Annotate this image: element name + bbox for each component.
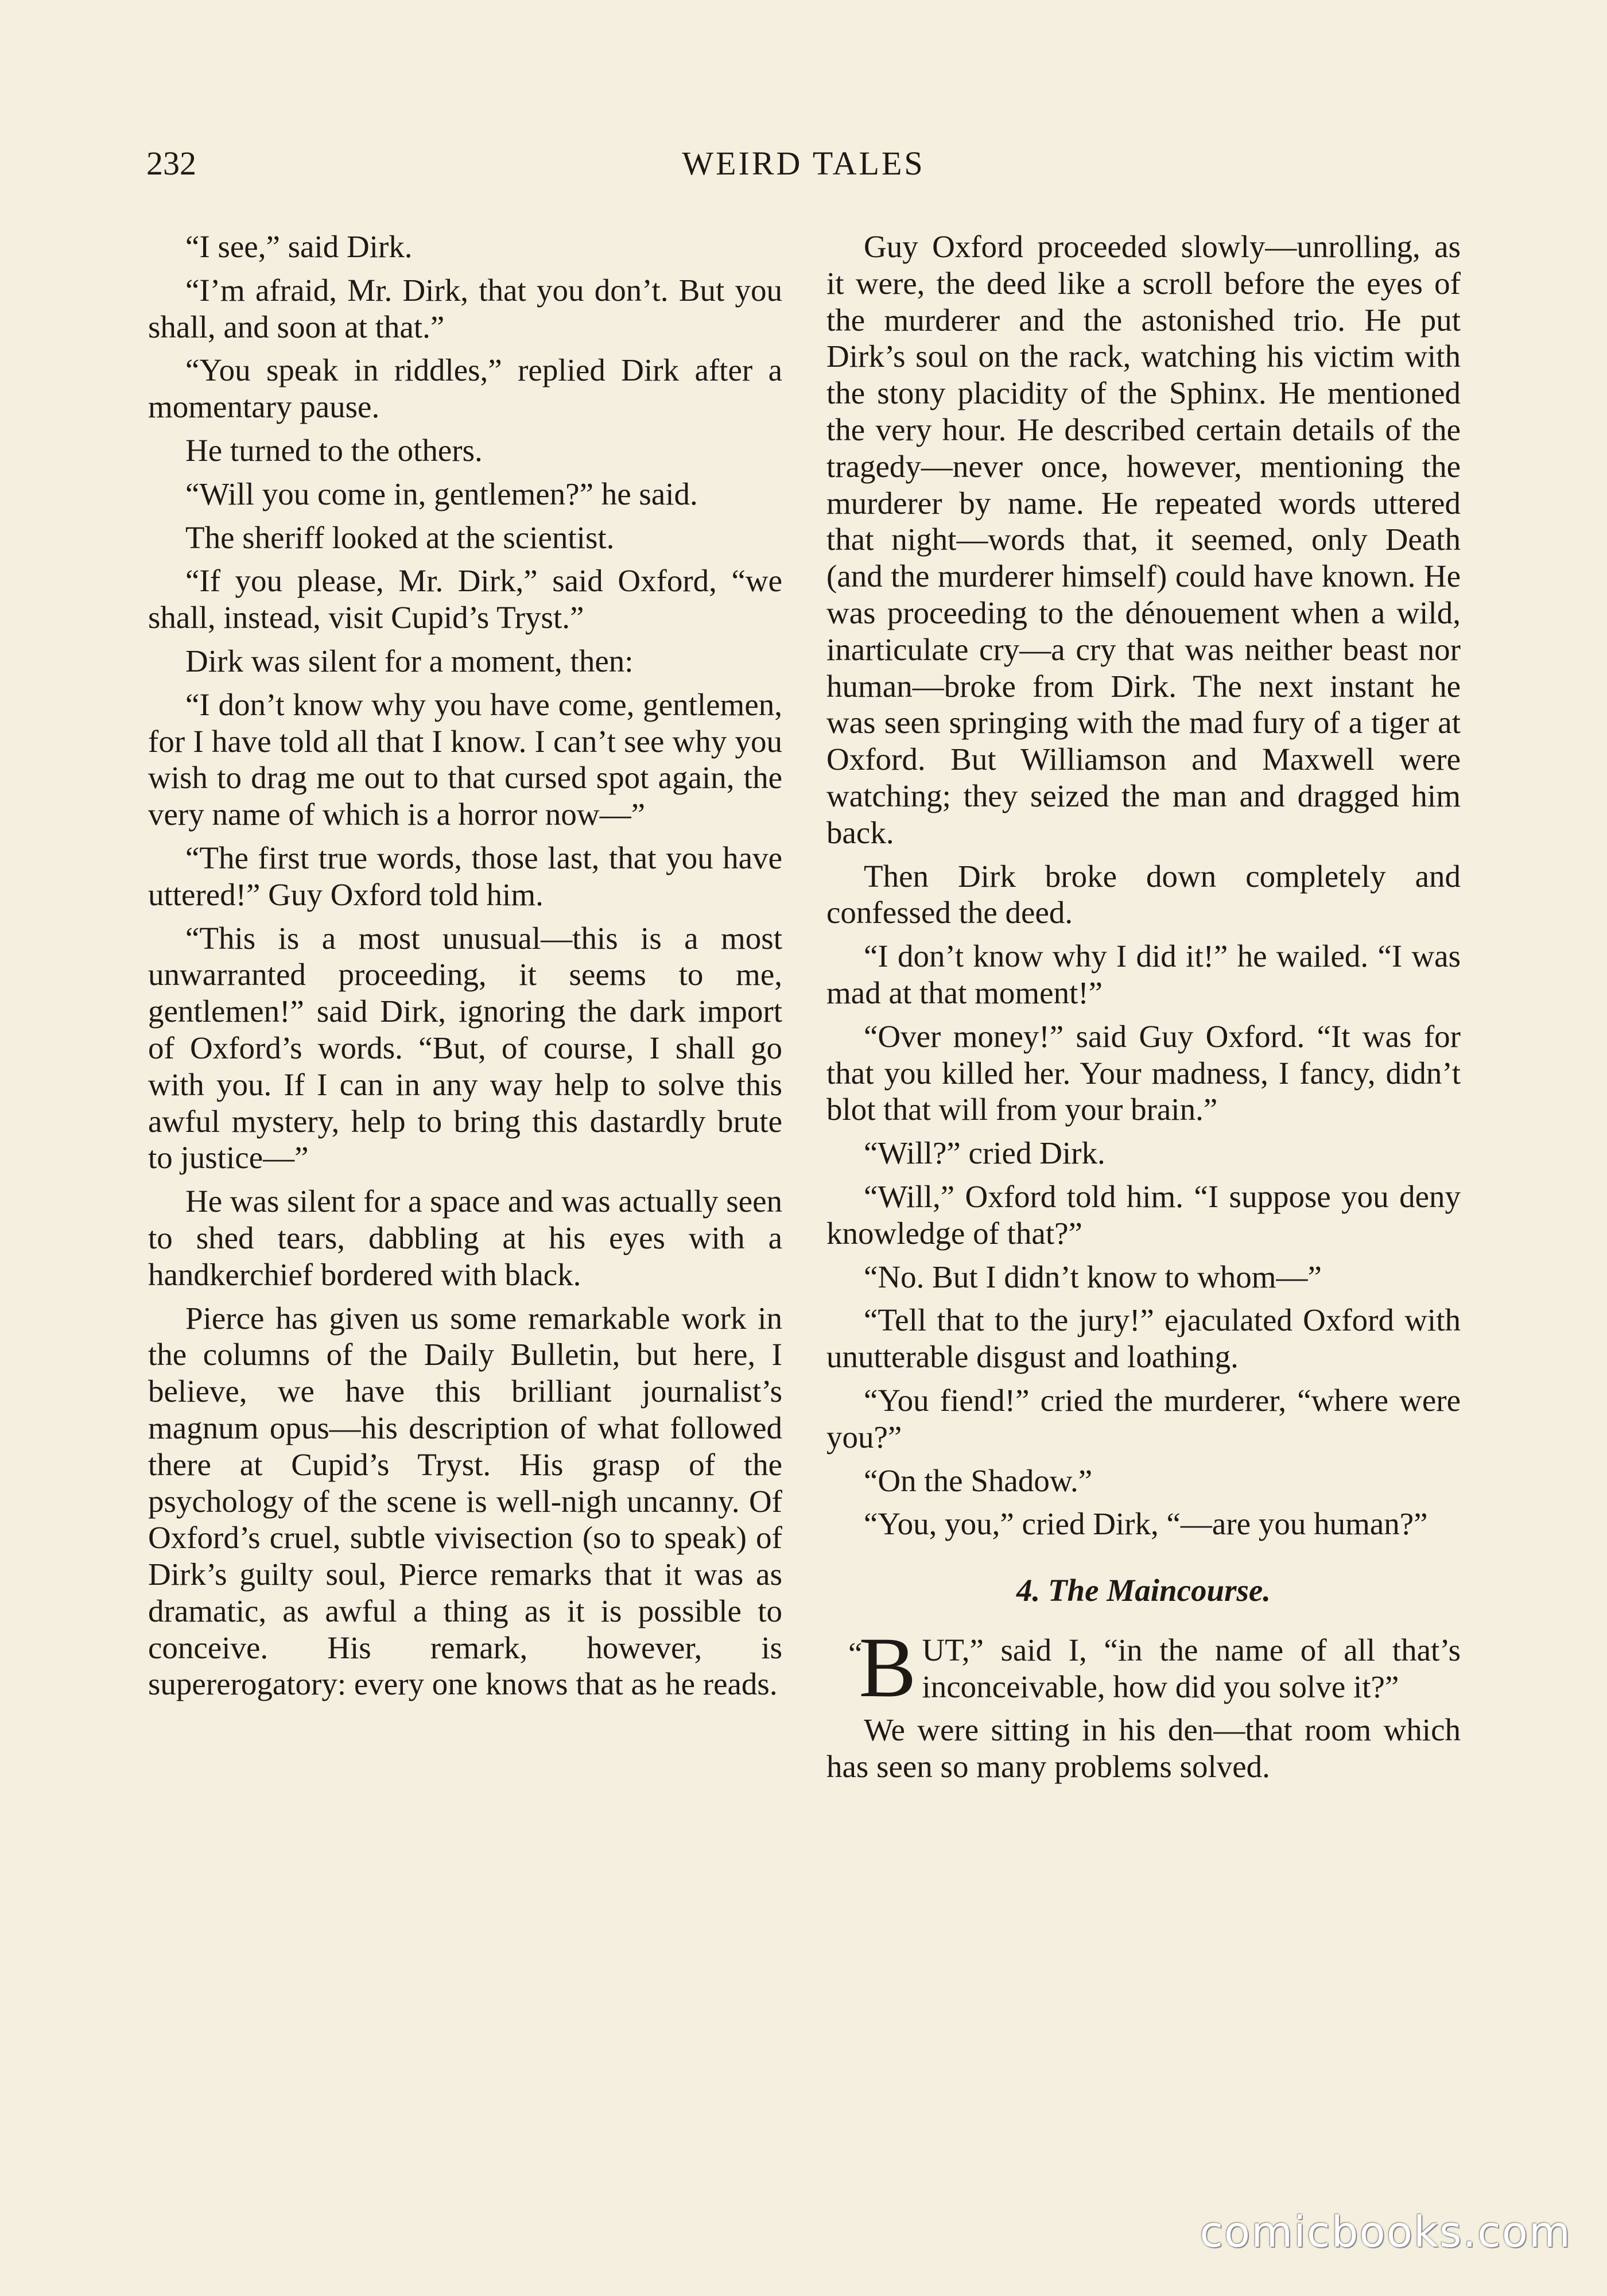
paragraph: Pierce has given us some remarkable work in the columns of the Daily Bulletin, but here, I believe, we have this brilliant journalist’s magnum opus—his description of what followed there at Cupid’s Tryst. His grasp of the psychology of the scene is well-nigh uncanny. Of Oxford’s cruel, subtle vivisection (so to speak) of Dirk’s guilty soul, Pierce remarks that it was as dramatic, as awful a thing as it is possible to conceive. His remark, however, is supererogatory: every one knows that as he reads.: [148, 1300, 782, 1702]
section-opening-paragraph: [826, 1619, 1461, 1715]
small-caps-lead: UT,: [922, 1632, 970, 1667]
paragraph: Dirk was silent for a moment, then:: [185, 643, 634, 678]
paragraph: The sheriff looked at the scientist.: [185, 519, 615, 555]
page-header: [146, 138, 1461, 189]
paragraph: “Over money!” said Guy Oxford. “It was for that you killed her. Your madness, I fancy, didn’t blot that will from your brain.”: [826, 1018, 1461, 1127]
paragraph: “Will you come in, gentlemen?” he said.: [185, 476, 698, 511]
drop-quote: “: [848, 1635, 863, 1671]
right-column: [826, 228, 1461, 1792]
drop-cap: [848, 1619, 917, 1715]
paragraph: “The first true words, those last, that you have uttered!” Guy Oxford told him.: [148, 840, 782, 912]
paragraph: “Will,” Oxford told him. “I suppose you deny knowledge of that?”: [826, 1178, 1461, 1251]
paragraph: He turned to the others.: [185, 432, 483, 468]
paragraph: Then Dirk broke down completely and confessed the deed.: [826, 858, 1461, 930]
paragraph: “You speak in riddles,” replied Dirk after a momentary pause.: [148, 352, 782, 425]
paragraph: “On the Shadow.”: [864, 1463, 1093, 1498]
left-column: [148, 228, 782, 1709]
paragraph: “If you please, Mr. Dirk,” said Oxford, “we shall, instead, visit Cupid’s Tryst.”: [148, 563, 782, 635]
paragraph: We were sitting in his den—that room which has seen so many problems solved.: [826, 1712, 1461, 1785]
paragraph: “I don’t know why I did it!” he wailed. “I was mad at that moment!”: [826, 938, 1461, 1010]
opening-text: ” said I, “in the name of all that’s inconceivable, how did you solve it?”: [922, 1632, 1461, 1704]
paragraph: “I see,” said Dirk.: [185, 229, 413, 264]
paragraph: “I’m afraid, Mr. Dirk, that you don’t. But you shall, and soon at that.”: [148, 272, 782, 344]
paragraph: “This is a most unusual—this is a most unwarranted proceeding, it seems to me, gentlemen!” said Dirk, ignoring the dark import of Oxford’s words. “But, of course, I shall go with you. If I can in any way help to solve this awful mystery, help to bring this dastardly brute to justice—”: [148, 920, 782, 1176]
drop-cap-letter: B: [859, 1619, 917, 1715]
paragraph: Guy Oxford proceeded slowly—unrolling, as it were, the deed like a scroll before the eyes of the murderer and the astonished trio. He put Dirk’s soul on the rack, watching his victim with the stony placidity of the Sphinx. He mentioned the very hour. He described certain details of the tragedy—never once, however, mentioning the murderer by name. He repeated words uttered that night—words that, it seemed, only Death (and the murderer himself) could have known. He was proceeding to the dénouement when a wild, inarticulate cry—a cry that was neither beast nor human—broke from Dirk. The next instant he was seen springing with the mad fury of a tiger at Oxford. But Williamson and Maxwell were watching; they seized the man and dragged him back.: [826, 229, 1461, 850]
watermark: comicbooks.com: [1200, 2208, 1571, 2257]
paragraph: He was silent for a space and was actually seen to shed tears, dabbling at his eyes with a handkerchief bordered with black.: [148, 1184, 783, 1292]
running-title: WEIRD TALES: [682, 145, 925, 182]
paragraph: “I don’t know why you have come, gentlemen, for I have told all that I know. I can’t see why you wish to drag me out to that cursed spot again, the very name of which is a horror now—”: [148, 687, 782, 832]
paragraph: “No. But I didn’t know to whom—”: [864, 1259, 1322, 1294]
paragraph: “You, you,” cried Dirk, “—are you human?”: [864, 1506, 1428, 1542]
paragraph: “Will?” cried Dirk.: [864, 1135, 1105, 1171]
paragraph: “Tell that to the jury!” ejaculated Oxford with unutterable disgust and loathing.: [826, 1302, 1461, 1375]
page-number: 232: [146, 145, 196, 182]
section-heading: 4. The Maincourse.: [1016, 1573, 1271, 1608]
paragraph: “You fiend!” cried the murderer, “where were you?”: [826, 1382, 1461, 1455]
